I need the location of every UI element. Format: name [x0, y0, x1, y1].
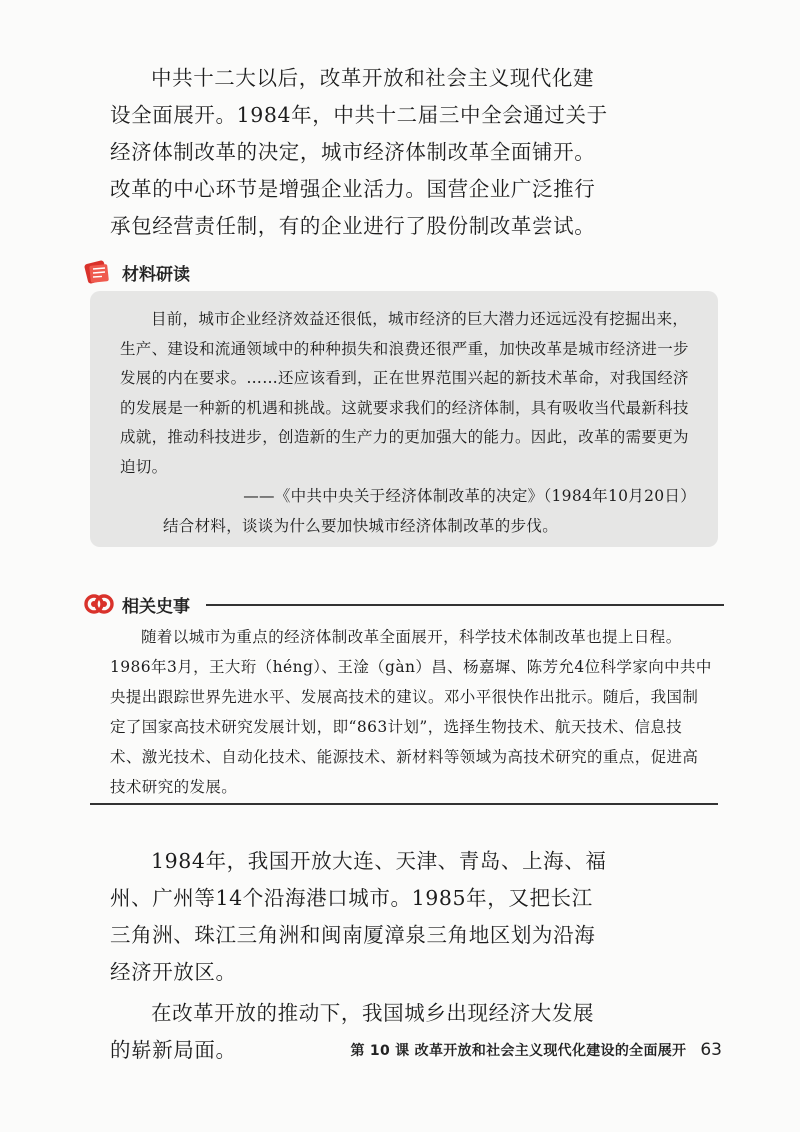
material-question: 结合材料，谈谈为什么要加快城市经济体制改革的步伐。 [163, 516, 559, 535]
material-citation: ——《中共中央关于经济体制改革的决定》（1984年10月20日） [243, 487, 696, 505]
footer-lesson-title: 第 10 课 改革开放和社会主义现代化建设的全面展开 [350, 1043, 687, 1059]
history-text: 随着以城市为重点的经济体制改革全面展开，科学技术体制改革也提上日程。1986年3月，王大珩（héng）、王淦（gàn）昌、杨嘉墀、陈芳允4位科学家向中共中央提出跟踪世界先进水平、发展高技术的建议。邓小平很快作出批示。随后，我国制定了国家高技术研究发展计划，即“863计划”，选择生物技术、航天技术、信息技术、激光技术、自动化技术、能源技术、新材料等领域为高技术研究的重点，促进高技术研究的发展。 [110, 628, 712, 796]
history-swirl-icon [84, 590, 114, 618]
material-heading: 材料研读 [122, 264, 190, 285]
history-heading: 相关史事 [122, 596, 190, 617]
page-footer [350, 1040, 722, 1060]
closing-section [110, 843, 610, 1069]
material-box [90, 291, 718, 547]
intro-paragraph: 中共十二大以后，改革开放和社会主义现代化建设全面展开。1984年，中共十二届三中全会通过关于经济体制改革的决定，城市经济体制改革全面铺开。改革的中心环节是增强企业活力。国营企业广泛推行承包经营责任制，有的企业进行了股份制改革尝试。 [110, 66, 608, 238]
intro-section [110, 60, 610, 245]
history-section [110, 622, 712, 802]
book-icon [84, 258, 114, 286]
page-number: 63 [700, 1040, 722, 1060]
material-reading-header [84, 258, 190, 286]
closing-paragraph-2: 在改革开放的推动下，我国城乡出现经济大发展的崭新局面。 [110, 1001, 595, 1062]
history-bottom-rule [90, 803, 718, 805]
history-top-rule [206, 604, 724, 605]
related-history-header [84, 590, 724, 618]
closing-paragraph-1: 1984年，我国开放大连、天津、青岛、上海、福州、广州等14个沿海港口城市。1985年，又把长江三角洲、珠江三角洲和闽南厦漳泉三角地区划为沿海经济开放区。 [110, 849, 607, 984]
material-text: 目前，城市企业经济效益还很低，城市经济的巨大潜力还远远没有挖掘出来，生产、建设和流通领域中的种种损失和浪费还很严重，加快改革是城市经济进一步发展的内在要求。……还应该看到，正在世界范围兴起的新技术革命，对我国经济的发展是一种新的机遇和挑战。这就要求我们的经济体制，具有吸收当代最新科技成就，推动科技进步，创造新的生产力的更加强大的能力。因此，改革的需要更为迫切。 [120, 310, 689, 476]
